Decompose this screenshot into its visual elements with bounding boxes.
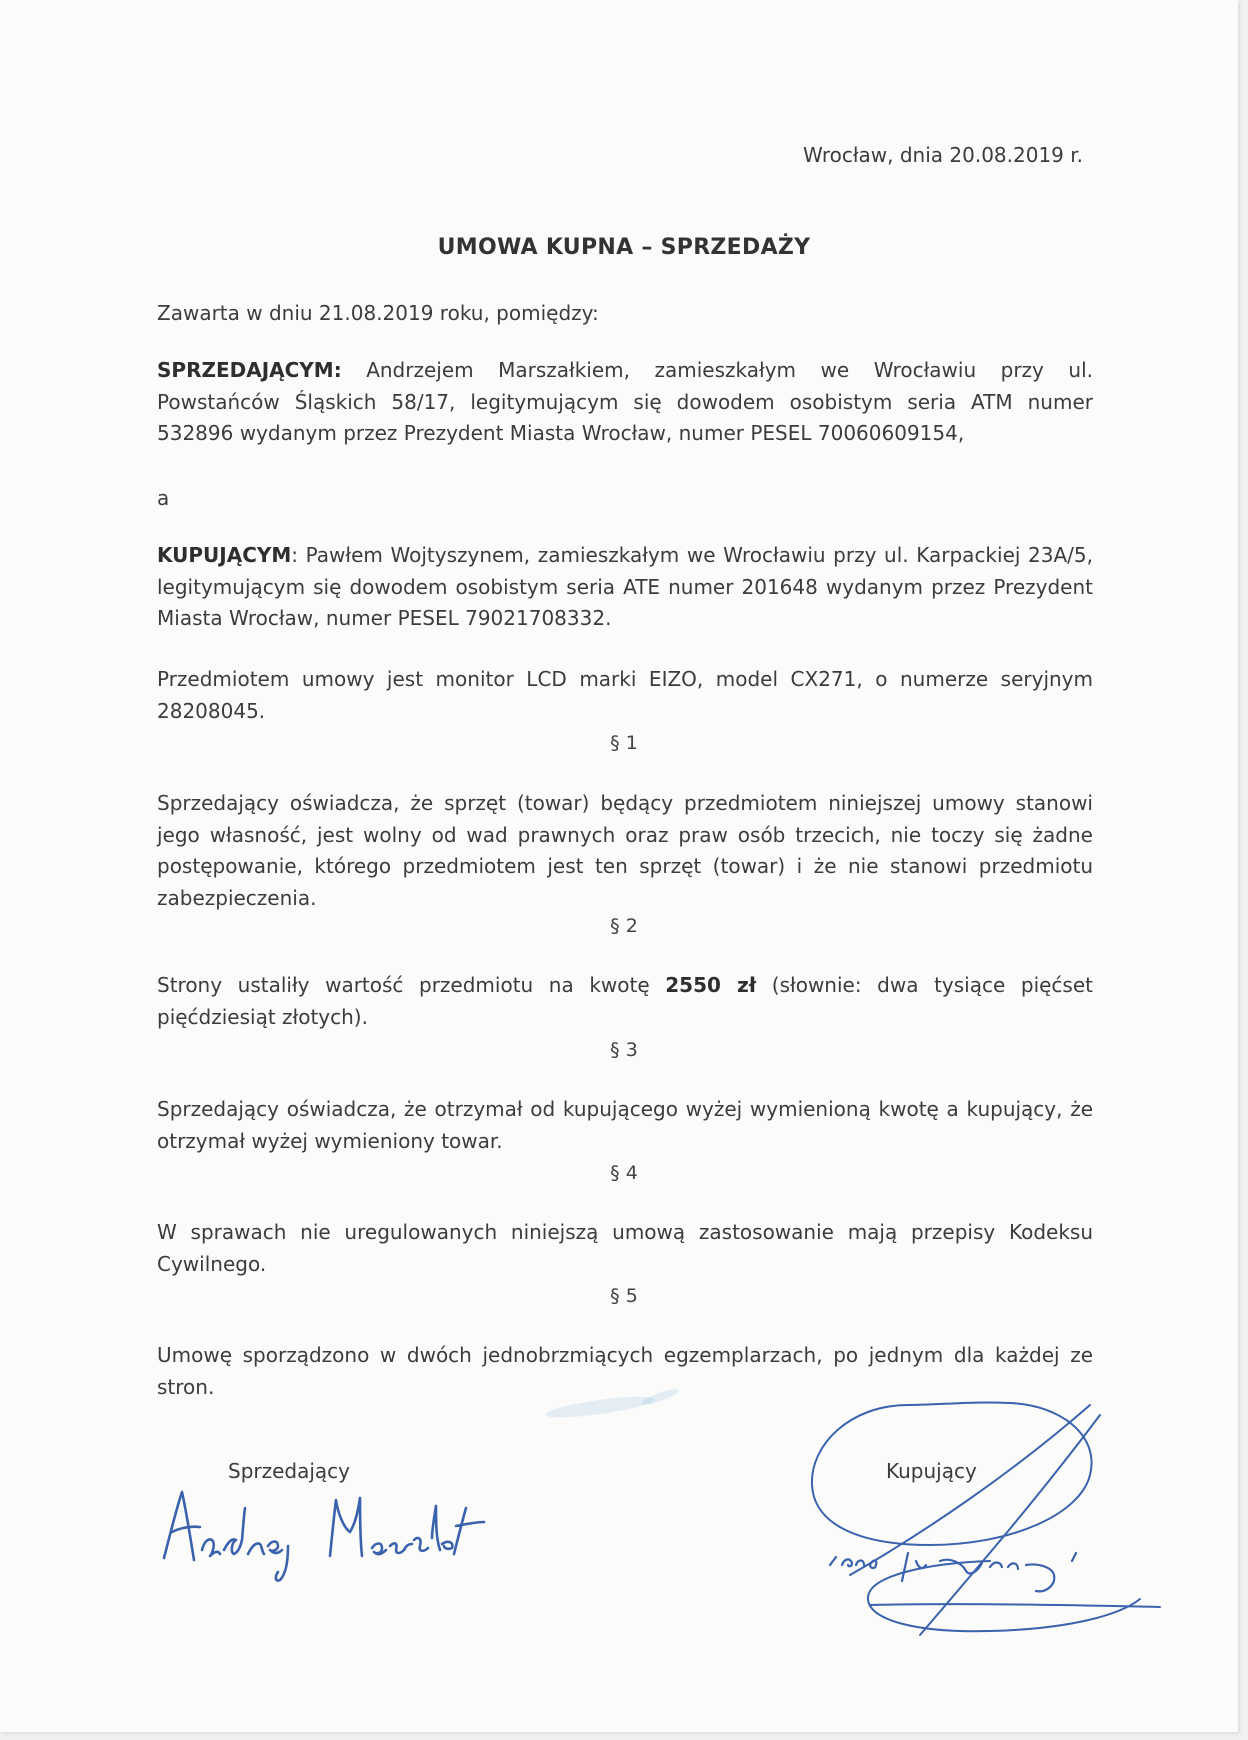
contract-intro: Zawarta w dniu 21.08.2019 roku, pomiędzy: bbox=[157, 301, 599, 325]
price-amount: 2550 zł bbox=[665, 973, 757, 997]
seller-role-label: SPRZEDAJĄCYM: bbox=[157, 358, 342, 382]
seller-details: Andrzejem Marszałkiem, zamieszkałym we Wrocławiu przy ul. Powstańców Śląskich 58/17, legitymującym się dowodem osobistym seria ATM numer 532896 wydanym przez Prezydent Miasta Wrocław, numer PESEL 70060609154, bbox=[157, 358, 1093, 445]
section-text: Sprzedający oświadcza, że otrzymał od kupującego wyżej wymienioną kwotę a kupujący, że otrzymał wyżej wymieniony towar. bbox=[157, 1097, 1093, 1153]
buyer-details: : Pawłem Wojtyszynem, zamieszkałym we Wrocławiu przy ul. Karpackiej 23A/5, legitymującym się dowodem osobistym seria ATE numer 201648 wydanym przez Prezydent Miasta Wrocław, numer PESEL 79021708332. bbox=[157, 543, 1093, 630]
value-text-after: (słownie: dwa tysiące pięćset pięćdziesiąt złotych). bbox=[157, 973, 1093, 1029]
buyer-signature-label: Kupujący bbox=[886, 1459, 977, 1483]
section-text: Sprzedający oświadcza, że sprzęt (towar) będący przedmiotem niniejszej umowy stanowi jego własność, jest wolny od wad prawnych oraz praw osób trzecich, nie toczy się żadne postępowanie, którego przedmiotem jest ten sprzęt (towar) i że nie stanowi przedmiotu zabezpieczenia. bbox=[157, 791, 1093, 910]
section-text: Umowę sporządzono w dwóch jednobrzmiących egzemplarzach, po jednym dla każdej ze stron. bbox=[157, 1343, 1093, 1399]
value-text-before: Strony ustaliły wartość przedmiotu na kwotę bbox=[157, 973, 666, 997]
seller-signature bbox=[150, 1480, 510, 1590]
section-heading: § 2 bbox=[610, 915, 638, 937]
document-title: UMOWA KUPNA – SPRZEDAŻY bbox=[437, 235, 811, 260]
subject-paragraph: Przedmiotem umowy jest monitor LCD marki EIZO, model CX271, o numerze seryjnym 28208045. bbox=[157, 667, 1093, 723]
seller-signature-label: Sprzedający bbox=[228, 1459, 351, 1483]
section-heading: § 4 bbox=[610, 1162, 638, 1184]
section-text bbox=[157, 970, 1093, 1033]
section-heading: § 5 bbox=[610, 1285, 638, 1307]
place-date: Wrocław, dnia 20.08.2019 r. bbox=[802, 143, 1083, 167]
section-heading: § 3 bbox=[610, 1039, 638, 1061]
seller-paragraph bbox=[157, 355, 1093, 450]
section-heading: § 1 bbox=[610, 732, 638, 754]
buyer-paragraph bbox=[157, 540, 1093, 635]
conjunction: a bbox=[157, 486, 170, 510]
buyer-signature bbox=[790, 1385, 1170, 1655]
buyer-role-label: KUPUJĄCYM bbox=[157, 543, 292, 567]
section-text: W sprawach nie uregulowanych niniejszą umową zastosowanie mają przepisy Kodeksu Cywilnego. bbox=[157, 1220, 1093, 1276]
